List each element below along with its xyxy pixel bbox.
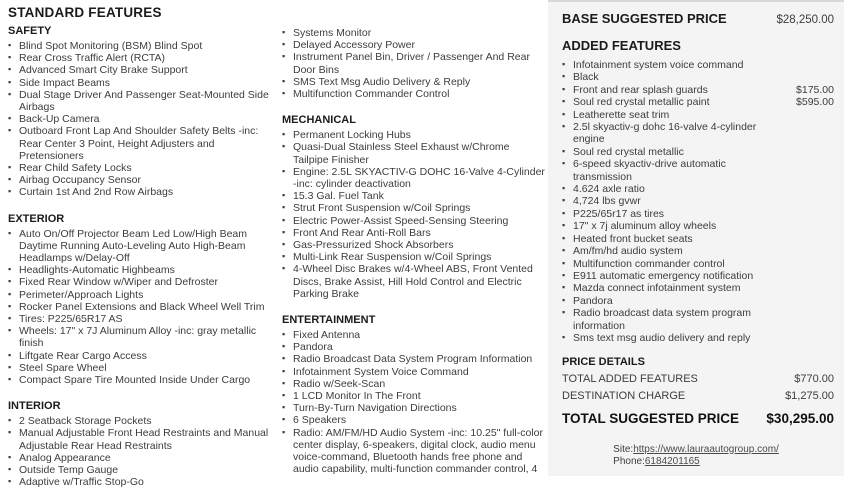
- site-link[interactable]: https://www.lauraautogroup.com/: [633, 443, 779, 455]
- phone-label: Phone:: [613, 456, 645, 467]
- section-heading: EXTERIOR: [8, 212, 65, 225]
- base-price-value: $28,250.00: [776, 14, 834, 26]
- added-feature-item: [562, 183, 834, 195]
- price-panel: [548, 0, 844, 476]
- added-feature-item: [562, 59, 834, 71]
- feature-item: ▪ Curtain 1st And 2nd Row Airbags: [8, 186, 273, 198]
- added-feature-item: [562, 146, 834, 158]
- added-feature-item: [562, 220, 834, 232]
- total-suggested-price-row: [562, 411, 834, 426]
- added-feature-item: [562, 233, 834, 245]
- feature-item: ▪ Advanced Smart City Brake Support: [8, 64, 273, 76]
- feature-item: ▪ Strut Front Suspension w/Coil Springs: [282, 202, 545, 214]
- feature-item: ▪ Infotainment System Voice Command: [282, 366, 545, 378]
- feature-item: ▪ Permanent Locking Hubs: [282, 129, 545, 141]
- feature-item: ▪ 2 Seatback Storage Pockets: [8, 415, 273, 427]
- added-feature-label: ▪ 6-speed skyactiv-drive automatic transmission: [562, 158, 780, 183]
- destination-charge-value: $1,275.00: [785, 390, 834, 403]
- feature-item: ▪ Multi-Link Rear Suspension w/Coil Springs: [282, 251, 545, 263]
- added-feature-item: [562, 295, 834, 307]
- added-feature-label: ▪ 4.624 axle ratio: [562, 183, 645, 195]
- features-column-1: [8, 25, 273, 489]
- features-column-2: [282, 27, 545, 478]
- added-feature-price: $175.00: [796, 83, 834, 96]
- feature-item: ▪ Radio Broadcast Data System Program Information: [282, 353, 545, 365]
- feature-item: ▪ Outboard Front Lap And Shoulder Safety Belts -inc: Rear Center 3 Point, Height Adjusters and Pretensioners: [8, 125, 273, 162]
- feature-item: ▪ 15.3 Gal. Fuel Tank: [282, 190, 545, 202]
- added-feature-item: [562, 84, 834, 96]
- feature-item: ▪ Adaptive w/Traffic Stop-Go: [8, 476, 273, 488]
- total-added-features-value: $770.00: [794, 373, 834, 386]
- added-feature-item: [562, 121, 834, 146]
- feature-item: ▪ Rocker Panel Extensions and Black Wheel Well Trim: [8, 301, 273, 313]
- added-feature-item: [562, 208, 834, 220]
- feature-item: ▪ Quasi-Dual Stainless Steel Exhaust w/Chrome Tailpipe Finisher: [282, 141, 545, 165]
- added-feature-label: ▪ 4,724 lbs gvwr: [562, 195, 641, 207]
- added-features-list: [562, 59, 834, 344]
- feature-item: ▪ Engine: 2.5L SKYACTIV-G DOHC 16-Valve 4-Cylinder -inc: cylinder deactivation: [282, 166, 545, 190]
- feature-item: ▪ Electric Power-Assist Speed-Sensing Steering: [282, 215, 545, 227]
- added-feature-label: ▪ Radio broadcast data system program information: [562, 307, 780, 332]
- total-added-features-row: [562, 373, 834, 385]
- added-feature-label: ▪ Mazda connect infotainment system: [562, 282, 741, 294]
- site-line: [613, 444, 779, 457]
- phone-line: [613, 456, 779, 469]
- price-details-heading: PRICE DETAILS: [562, 356, 645, 369]
- added-feature-label: ▪ Black: [562, 71, 599, 83]
- section-heading: SAFETY: [8, 25, 52, 37]
- added-feature-item: [562, 282, 834, 294]
- added-feature-item: [562, 109, 834, 121]
- added-feature-item: [562, 158, 834, 183]
- feature-item: ▪ Auto On/Off Projector Beam Led Low/High Beam Daytime Running Auto-Leveling Auto High-Beam Headlamps w/Delay-Off: [8, 228, 273, 265]
- feature-item: ▪ 4-Wheel Disc Brakes w/4-Wheel ABS, Front Vented Discs, Brake Assist, Hill Hold Control and Electric Parking Brake: [282, 263, 545, 300]
- added-feature-item: [562, 307, 834, 332]
- added-feature-label: ▪ Heated front bucket seats: [562, 233, 693, 245]
- added-feature-label: ▪ Multifunction commander control: [562, 258, 725, 270]
- added-feature-label: ▪ P225/65r17 as tires: [562, 208, 664, 220]
- feature-list: [8, 40, 273, 199]
- feature-item: ▪ Airbag Occupancy Sensor: [8, 174, 273, 186]
- section-heading: MECHANICAL: [282, 114, 356, 127]
- standard-features-title: STANDARD FEATURES: [8, 5, 162, 20]
- dealer-contact: [548, 444, 844, 470]
- total-suggested-price-value: $30,295.00: [766, 411, 834, 427]
- feature-item: ▪ Dual Stage Driver And Passenger Seat-Mounted Side Airbags: [8, 89, 273, 113]
- section-heading: ENTERTAINMENT: [282, 314, 376, 327]
- added-feature-item: [562, 258, 834, 270]
- added-feature-item: [562, 332, 834, 344]
- total-added-features-label: TOTAL ADDED FEATURES: [562, 373, 698, 386]
- feature-item: ▪ Steel Spare Wheel: [8, 362, 273, 374]
- feature-item: ▪ Manual Adjustable Front Head Restraints and Manual Adjustable Rear Head Restraints: [8, 427, 273, 451]
- feature-list: [8, 415, 273, 488]
- feature-item: ▪ Compact Spare Tire Mounted Inside Under Cargo: [8, 374, 273, 386]
- feature-item: ▪ Gas-Pressurized Shock Absorbers: [282, 239, 545, 251]
- added-feature-label: ▪ 2.5l skyactiv-g dohc 16-valve 4-cylinder engine: [562, 121, 780, 146]
- feature-item: ▪ Delayed Accessory Power: [282, 39, 545, 51]
- added-feature-label: ▪ Pandora: [562, 295, 613, 307]
- feature-item: ▪ 6 Speakers: [282, 414, 545, 426]
- destination-charge-row: [562, 390, 834, 402]
- feature-list: [282, 129, 545, 300]
- destination-charge-label: DESTINATION CHARGE: [562, 390, 686, 403]
- added-features-heading: ADDED FEATURES: [562, 38, 681, 53]
- feature-item: ▪ Instrument Panel Bin, Driver / Passenger And Rear Door Bins: [282, 51, 545, 75]
- feature-item: ▪ Wheels: 17" x 7J Aluminum Alloy -inc: gray metallic finish: [8, 325, 273, 349]
- feature-item: ▪ Liftgate Rear Cargo Access: [8, 350, 273, 362]
- added-feature-label: ▪ Soul red crystal metallic paint: [562, 96, 710, 108]
- added-feature-label: ▪ Front and rear splash guards: [562, 84, 708, 96]
- added-feature-item: [562, 245, 834, 257]
- section-heading: INTERIOR: [8, 400, 61, 413]
- phone-link[interactable]: 6184201165: [644, 456, 700, 467]
- feature-list: [282, 27, 545, 100]
- feature-item: ▪ Blind Spot Monitoring (BSM) Blind Spot: [8, 40, 273, 52]
- feature-item: ▪ Tires: P225/65R17 AS: [8, 313, 273, 325]
- added-feature-item: [562, 96, 834, 108]
- feature-list: [8, 228, 273, 387]
- base-price-row: [562, 11, 834, 26]
- added-feature-item: [562, 270, 834, 282]
- feature-item: ▪ Back-Up Camera: [8, 113, 273, 125]
- feature-item: ▪ Radio: AM/FM/HD Audio System -inc: 10.25" full-color center display, 6-speakers, digital clock, audio menu voice-command, Bluetooth hands free phone and audio capability, multi-function commander control, 4: [282, 427, 545, 476]
- total-suggested-price-label: TOTAL SUGGESTED PRICE: [562, 411, 740, 427]
- feature-item: ▪ Rear Cross Traffic Alert (RCTA): [8, 52, 273, 64]
- added-feature-item: [562, 71, 834, 83]
- feature-item: ▪ Multifunction Commander Control: [282, 88, 545, 100]
- feature-item: ▪ SMS Text Msg Audio Delivery & Reply: [282, 76, 545, 88]
- feature-item: ▪ Fixed Rear Window w/Wiper and Defroster: [8, 276, 273, 288]
- feature-item: ▪ Side Impact Beams: [8, 77, 273, 89]
- feature-item: ▪ Pandora: [282, 341, 545, 353]
- feature-item: ▪ Fixed Antenna: [282, 329, 545, 341]
- base-price-label: BASE SUGGESTED PRICE: [562, 11, 727, 26]
- added-feature-label: ▪ Am/fm/hd audio system: [562, 245, 683, 257]
- added-feature-label: ▪ Leatherette seat trim: [562, 109, 669, 121]
- added-feature-price: $595.00: [796, 96, 834, 109]
- feature-item: ▪ Rear Child Safety Locks: [8, 162, 273, 174]
- feature-item: ▪ Outside Temp Gauge: [8, 464, 273, 476]
- site-label: Site:: [613, 443, 634, 455]
- added-feature-label: ▪ Infotainment system voice command: [562, 59, 743, 71]
- feature-item: ▪ Perimeter/Approach Lights: [8, 289, 273, 301]
- added-feature-label: ▪ Sms text msg audio delivery and reply: [562, 332, 750, 344]
- feature-item: ▪ Analog Appearance: [8, 452, 273, 464]
- feature-item: ▪ Turn-By-Turn Navigation Directions: [282, 402, 545, 414]
- feature-list: [282, 329, 545, 475]
- added-feature-label: ▪ E911 automatic emergency notification: [562, 270, 753, 282]
- added-feature-label: ▪ 17" x 7j aluminum alloy wheels: [562, 220, 716, 232]
- added-feature-label: ▪ Soul red crystal metallic: [562, 146, 684, 158]
- feature-item: ▪ Front And Rear Anti-Roll Bars: [282, 227, 545, 239]
- feature-item: ▪ 1 LCD Monitor In The Front: [282, 390, 545, 402]
- feature-item: ▪ Radio w/Seek-Scan: [282, 378, 545, 390]
- added-feature-item: [562, 195, 834, 207]
- feature-item: ▪ Headlights-Automatic Highbeams: [8, 264, 273, 276]
- feature-item: ▪ Systems Monitor: [282, 27, 545, 39]
